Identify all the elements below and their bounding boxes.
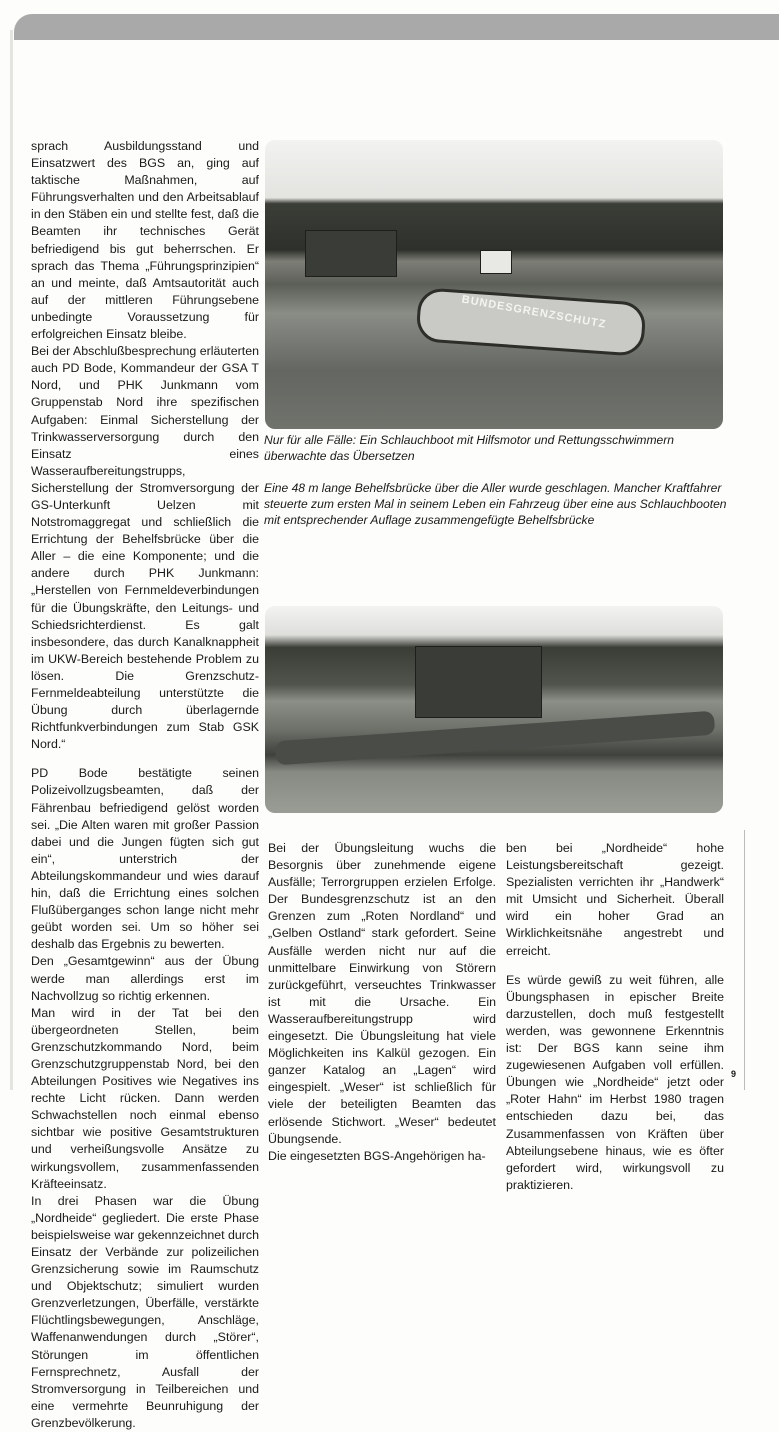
header-banner [14, 14, 779, 40]
paragraph: PD Bode bestätigte seinen Polizeivollzugsbeamten, daß der Fährenbau befriedigend gelöst worden sei. „Die Alten waren mit großer Passion dabei und die Jungen fügten sich gut ein“, unterstrich der Abteilungskommandeur und wies darauf hin, daß die Errichtung eines solchen Flußüberganges schon lange nicht mehr geübt worden sei. Um so höher sei deshalb das Ergebnis zu bewerten. [31, 766, 259, 952]
van-shape [480, 250, 512, 274]
paragraph: Man wird in der Tat bei den übergeordneten Stellen, beim Grenzschutzkommando Nord, beim Grenzschutzgruppenstab Nord, bei den Abteilungen Positives wie Negatives ins rechte Licht rücken. Dann werden Schwachstellen noch einmal ebenso sichtbar wie positive Gesamtstrukturen und verheißungsvolle Ansätze zu wirkungsvollem, zusammenfassenden Kräfteeinsatz. [31, 1005, 259, 1191]
margin-rule [744, 830, 745, 1090]
paragraph: sprach Ausbildungsstand und Einsatzwert des BGS an, ging auf taktische Maßnahmen, auf Führungsverhalten und den Arbeitsablauf in den Stäben ein und stellte fest, daß die Beamten ihr technisches Gerät befriedigend bis gut beherrschen. Er sprach das Thema „Führungsprinzipien“ an und meinte, daß Amtsautorität auch auf der mittleren Führungsebene unbedingte Voraussetzung für erfolgreichen Einsatz bleibe. [31, 139, 260, 342]
truck-shape [305, 230, 397, 277]
photo-inflatable-boat [265, 140, 723, 429]
boat-lettering: BUNDESGRENZSCHUTZ [460, 293, 608, 331]
photo1-caption: Nur für alle Fälle: Ein Schlauchboot mit Hilfsmotor und Rettungsschwimmern überwachte das Übersetzen [264, 433, 675, 464]
middle-column [268, 840, 496, 1165]
page-number: 9 [731, 1069, 737, 1079]
boat-shape [415, 287, 646, 357]
bridge-shape [275, 711, 716, 766]
truck-shape [415, 646, 542, 718]
left-column [31, 138, 259, 1432]
paragraph: Die eingesetzten BGS-Angehörigen ha- [268, 1148, 486, 1163]
photo2-caption: Eine 48 m lange Behelfsbrücke über die Aller wurde geschlagen. Mancher Kraftfahrer steuerte zum ersten Mal in seinem Leben ein Fahrzeug über eine aus Schlauchbooten mit entsprechender Auflage zusammengefügte Behelfsbrücke [264, 481, 727, 528]
paragraph: Den „Gesamtgewinn“ aus der Übung werde man allerdings erst im Nachvollzug so richtig erkennen. [31, 954, 259, 1003]
paragraph: Es würde gewiß zu weit führen, alle Übungsphasen in epischer Breite darzustellen, doch muß festgestellt werden, was gewonnene Erkenntnis ist: Der BGS kann seine ihm zugewiesenen Aufgaben voll erfüllen. Übungen wie „Nordheide“ jetzt oder „Roter Hahn“ im Herbst 1980 tragen entschieden dazu bei, das Zusammenfassen von Kräften über Abteilungsebene hinaus, wie es öfter gefordert wird, wirkungsvoll zu praktizieren. [506, 972, 724, 1192]
photo-pontoon-bridge [265, 606, 723, 813]
paragraph: ben bei „Nordheide“ hohe Leistungsbereitschaft gezeigt. Spezialisten verrichten ihr „Handwerk“ mit Umsicht und Sicherheit. Überall wird ein hoher Grad an Wirklichkeitsnähe angestrebt und erreicht. [506, 841, 724, 958]
right-column [506, 840, 724, 1194]
paragraph: In drei Phasen war die Übung „Nordheide“ gegliedert. Die erste Phase beispielsweise war gekennzeichnet durch Einsatz der Verbände zur polizeilichen Grenzsicherung sowie im Raumschutz und Objektschutz; simuliert wurden Grenzverletzungen, Überfälle, verstärkte Flüchtlingsbewegungen, Anschläge, Waffenanwendungen durch „Störer“, Störungen im öffentlichen Fernsprechnetz, Ausfall der Stromversorgung in Teilbereichen und eine vermehrte Beunruhigung der Grenzbevölkerung. [31, 1193, 259, 1430]
page-edge [10, 30, 13, 1090]
paragraph: Bei der Abschlußbesprechung erläuterten auch PD Bode, Kommandeur der GSA T Nord, und PHK Junkmann vom Gruppenstab Nord ihre spezifischen Aufgaben: Einmal Sicherstellung der Trinkwasserversorgung durch den Einsatz eines Wasseraufbereitungstrupps, Sicherstellung der Stromversorgung der GS-Unterkunft Uelzen mit Notstromaggregat und schließlich die Errichtung der Behelfsbrücke über die Aller – die eine Komponente; und die andere durch PHK Junkmann: „Herstellen von Fernmeldeverbindungen für die Übungskräfte, den Leitungs- und Schiedsrichterdienst. Es galt insbesondere, das durch Kanalknappheit im UKW-Bereich bestehende Problem zu lösen. Die Grenzschutz-Fernmeldeabteilung unterstützte die Übung durch überlagernde Richtfunkverbindungen zum Stab GSK Nord.“ [31, 344, 259, 752]
paragraph: Bei der Übungsleitung wuchs die Besorgnis über zunehmende eigene Ausfälle; Terrorgruppen erzielen Erfolge. Der Bundesgrenzschutz ist an den Grenzen zum „Roten Nordland“ und „Gelben Ostland“ stark gefordert. Seine Ausfälle werden nicht nur auf die unmittelbare Einwirkung von Störern zurückgeführt, verseuchtes Trinkwasser ist mit die Ursache. Ein Wasseraufbereitungstrupp wird eingesetzt. Die Übungsleitung hat viele Möglichkeiten ins Kalkül gezogen. Ein ganzer Katalog an „Lagen“ wird eingespielt. „Weser“ ist schließlich für viele der beteiligten Beamten das erlösende Stichwort. „Weser“ bedeutet Übungsende. [268, 841, 496, 1146]
